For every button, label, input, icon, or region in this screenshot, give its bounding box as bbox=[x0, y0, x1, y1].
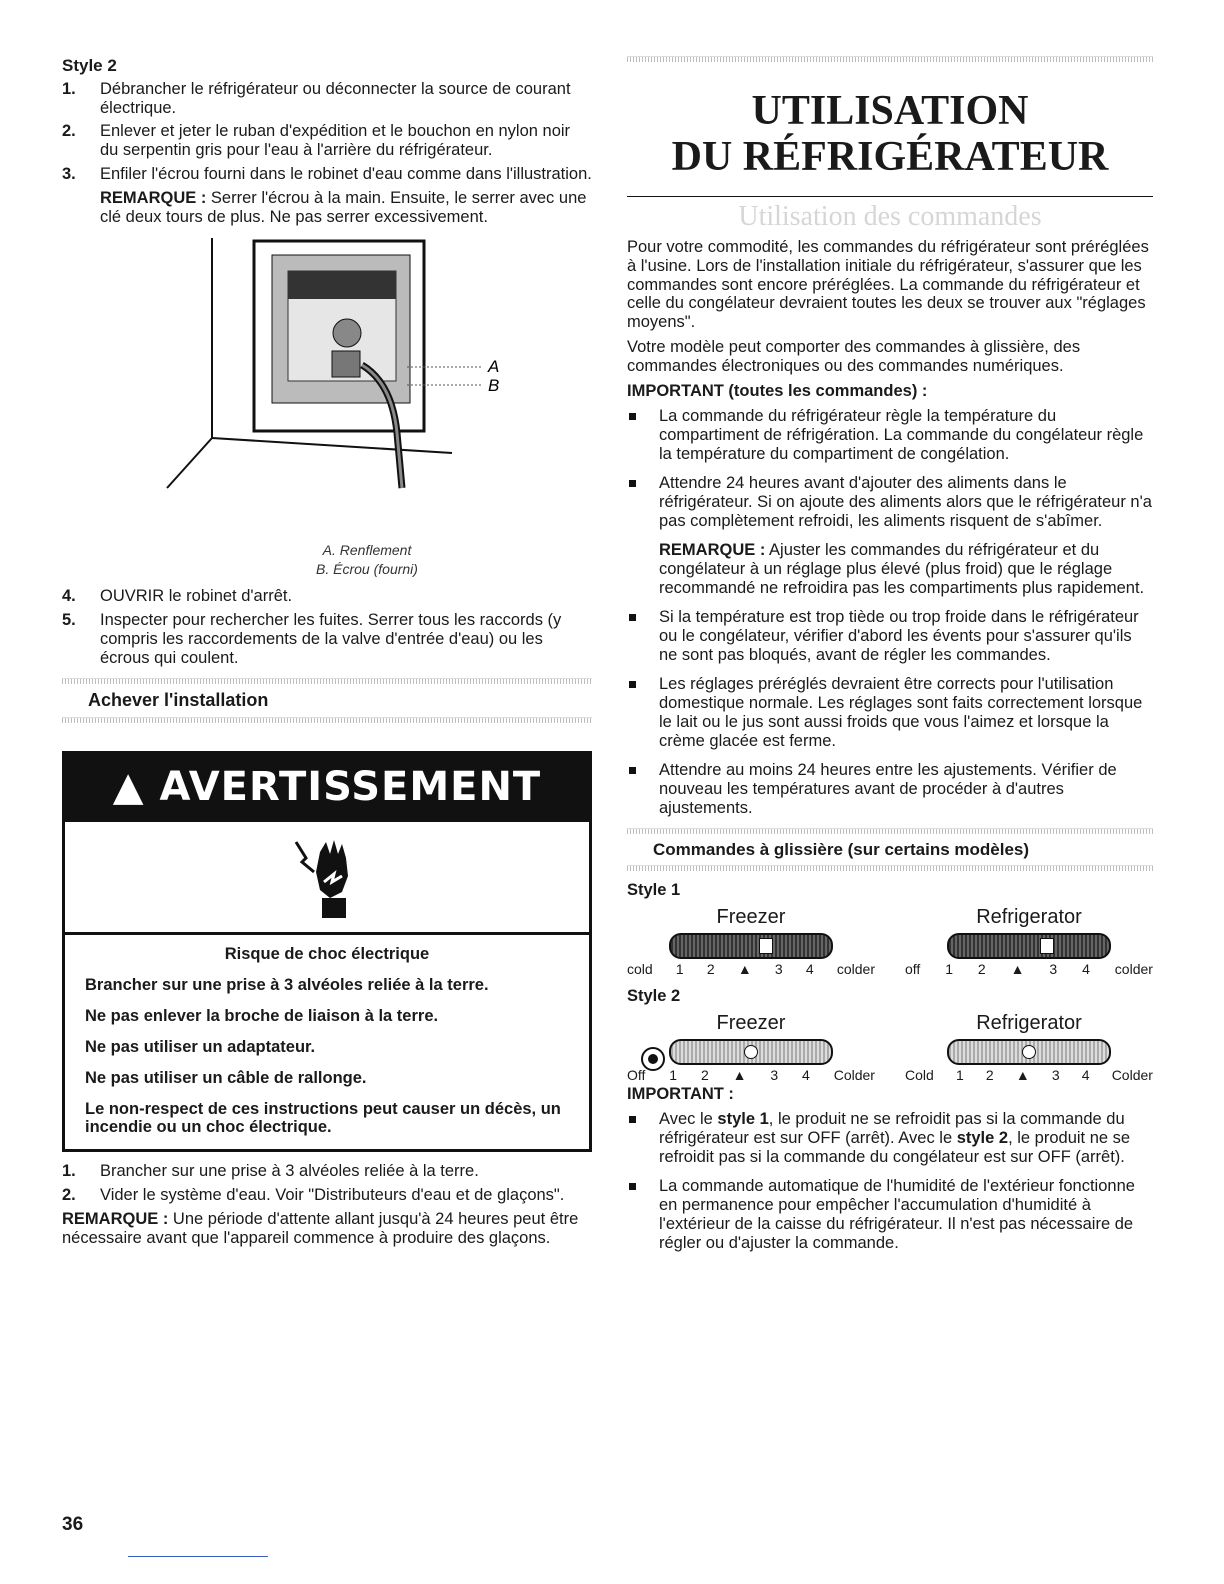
list-item: Si la température est trop tiède ou trop froide dans le réfrigérateur ou le congélateur, vérifier d'abord les évents pour s'assurer qu'ils ne sont pas bloqués, avant de régler les commandes. bbox=[627, 608, 1153, 665]
slider-scale: cold 1 2 ▲ 3 4 colder bbox=[627, 961, 875, 978]
remark-note-2: REMARQUE : Une période d'attente allant jusqu'à 24 heures peut être nécessaire avant que l'appareil commence à produire des glaçons. bbox=[62, 1210, 579, 1248]
list-item: La commande du réfrigérateur règle la température du compartiment de réfrigération. La commande du congélateur règle la température du compartiment de congélation. bbox=[627, 407, 1153, 464]
slider-scale: Cold 1 2 ▲ 3 4 Colder bbox=[905, 1067, 1153, 1084]
label-a: A bbox=[488, 357, 500, 377]
important-list bbox=[627, 407, 1153, 817]
important-list-2 bbox=[627, 1110, 1153, 1253]
figure-caption: A. Renflement B. Écrou (fourni) bbox=[316, 542, 418, 578]
list-item: Avec le style 1, le produit ne se refroidit pas si la commande du réfrigérateur est sur OFF (arrêt). Avec le style 2, le produit ne se refroidit pas si la commande du congélateur est sur OFF (arrêt). bbox=[627, 1110, 1153, 1167]
freezer-slider-style1: Freezer cold 1 2 ▲ 3 4 colder bbox=[627, 906, 875, 978]
slider-track[interactable] bbox=[669, 1039, 833, 1065]
steps-list-b bbox=[62, 587, 592, 668]
page-title: UTILISATION DU RÉFRIGÉRATEUR bbox=[671, 88, 1109, 181]
slider-knob[interactable] bbox=[1022, 1045, 1036, 1059]
steps-list-a bbox=[62, 80, 592, 185]
valve-drawing bbox=[62, 233, 592, 533]
divider bbox=[627, 56, 1153, 62]
fridge-slider-style2: Refrigerator Cold 1 2 ▲ 3 4 Colder bbox=[905, 1012, 1153, 1084]
warning-title: ▲ AVERTISSEMENT bbox=[65, 754, 589, 822]
warning-body: Risque de choc électrique Brancher sur une prise à 3 alvéoles reliée à la terre. Ne pas enlever la broche de liaison à la terre. Ne pas utiliser un adaptateur. Ne pas utiliser un câble de rallonge. Le non-respect de ces instructions peut causer un décès, un incendie ou un choc électrique. bbox=[85, 944, 561, 1137]
slider-track[interactable] bbox=[947, 933, 1111, 959]
style-1-sliders bbox=[627, 906, 1153, 977]
right-column bbox=[627, 56, 1153, 1263]
slider-track[interactable] bbox=[669, 933, 833, 959]
list-item: 1. Débrancher le réfrigérateur ou déconnecter la source de courant électrique. bbox=[62, 79, 571, 117]
steps-list-c bbox=[62, 1162, 592, 1205]
electric-shock-icon bbox=[65, 822, 589, 935]
remark-note-3: REMARQUE : Ajuster les commandes du réfrigérateur et du congélateur à un réglage plus élevé (plus froid) que le réglage recommandé ne refroidira pas les compartiments plus rapidement. bbox=[659, 541, 1145, 598]
style-1-heading: Style 1 bbox=[627, 881, 681, 900]
slider-knob[interactable] bbox=[759, 938, 773, 954]
slider-knob[interactable] bbox=[744, 1045, 758, 1059]
page-number: 36 bbox=[62, 1514, 84, 1535]
important-heading: IMPORTANT : bbox=[627, 1085, 734, 1104]
list-item: La commande automatique de l'humidité de l'extérieur fonctionne en permanence pour empêcher l'accumulation d'humidité à l'extérieur de la caisse du réfrigérateur. Il n'est pas nécessaire de régler ou d'ajuster la commande. bbox=[627, 1177, 1153, 1253]
slider-knob[interactable] bbox=[1040, 938, 1054, 954]
slider-track[interactable] bbox=[947, 1039, 1111, 1065]
freezer-slider-style2: Freezer Off 1 2 ▲ 3 4 Colder bbox=[627, 1012, 875, 1084]
list-item: Attendre 24 heures avant d'ajouter des aliments dans le réfrigérateur. Si on ajoute des aliments alors que le réfrigérateur n'a pas complètement refroidi, les aliments risquent de s'abîmer. REMARQUE : Ajuster les commandes du réfrigérateur et du congélateur à un réglage plus élevé (plus froid) que le réglage recommandé ne refroidira pas les compartiments plus rapidement. bbox=[627, 474, 1153, 598]
section-heading-sliders: Commandes à glissière (sur certains modèles) bbox=[653, 839, 1030, 859]
title-rule bbox=[627, 196, 1153, 197]
left-column bbox=[62, 56, 592, 1254]
list-item: 2. Vider le système d'eau. Voir "Distributeurs d'eau et de glaçons". bbox=[62, 1186, 565, 1205]
list-item: 3. Enfiler l'écrou fourni dans le robinet d'eau comme dans l'illustration. bbox=[62, 165, 592, 184]
list-item: 1. Brancher sur une prise à 3 alvéoles reliée à la terre. bbox=[62, 1162, 479, 1181]
divider bbox=[62, 717, 592, 723]
fridge-slider-style1: Refrigerator off 1 2 ▲ 3 4 colder bbox=[905, 906, 1153, 978]
divider bbox=[627, 865, 1153, 871]
label-b: B bbox=[488, 376, 500, 396]
list-item: 2. Enlever et jeter le ruban d'expédition et le bouchon en nylon noir du serpentin gris pour l'eau à l'arrière du réfrigérateur. bbox=[62, 122, 571, 160]
footer-rule bbox=[128, 1556, 268, 1557]
slider-scale: off 1 2 ▲ 3 4 colder bbox=[905, 961, 1153, 978]
list-item: 4. OUVRIR le robinet d'arrêt. bbox=[62, 587, 293, 606]
important-all-heading: IMPORTANT (toutes les commandes) : bbox=[627, 382, 928, 401]
list-item: Attendre au moins 24 heures entre les ajustements. Vérifier de nouveau les températures avant de procéder à d'autres ajustements. bbox=[627, 761, 1153, 818]
controls-paragraph: Votre modèle peut comporter des commandes à glissière, des commandes électroniques ou des commandes numériques. bbox=[627, 338, 1081, 376]
style-2-sliders bbox=[627, 1012, 1153, 1083]
warning-triangle-icon: ▲ bbox=[112, 763, 145, 810]
style-2-heading: Style 2 bbox=[62, 56, 117, 75]
list-item: 5. Inspecter pour rechercher les fuites. Serrer tous les raccords (y compris les raccordements de la valve d'entrée d'eau) ou les écrous qui coulent. bbox=[62, 611, 562, 668]
remark-note: REMARQUE : Serrer l'écrou à la main. Ensuite, le serrer avec une clé deux tours de plus. Ne pas serrer excessivement. bbox=[100, 189, 587, 227]
subtitle: Utilisation des commandes bbox=[738, 201, 1042, 233]
style-2-slider-heading: Style 2 bbox=[627, 987, 681, 1006]
water-valve-illustration bbox=[62, 233, 592, 533]
intro-paragraph: Pour votre commodité, les commandes du réfrigérateur sont préréglées à l'usine. Lors de l'installation initiale du réfrigérateur, s'assurer que les commandes sont encore préréglées. La commande du réfrigérateur et celle du congélateur devraient toutes les deux se trouver aux "réglages moyens". bbox=[627, 237, 1149, 332]
warning-box bbox=[62, 751, 592, 1153]
slider-scale: Off 1 2 ▲ 3 4 Colder bbox=[627, 1067, 875, 1084]
section-heading-install: Achever l'installation bbox=[88, 689, 269, 710]
list-item: Les réglages préréglés devraient être corrects pour l'utilisation domestique normale. Les réglages sont faits correctement lorsque le lait ou le jus sont aussi froids que vous l'aimez et lorsque la crème glacée est ferme. bbox=[627, 675, 1153, 751]
